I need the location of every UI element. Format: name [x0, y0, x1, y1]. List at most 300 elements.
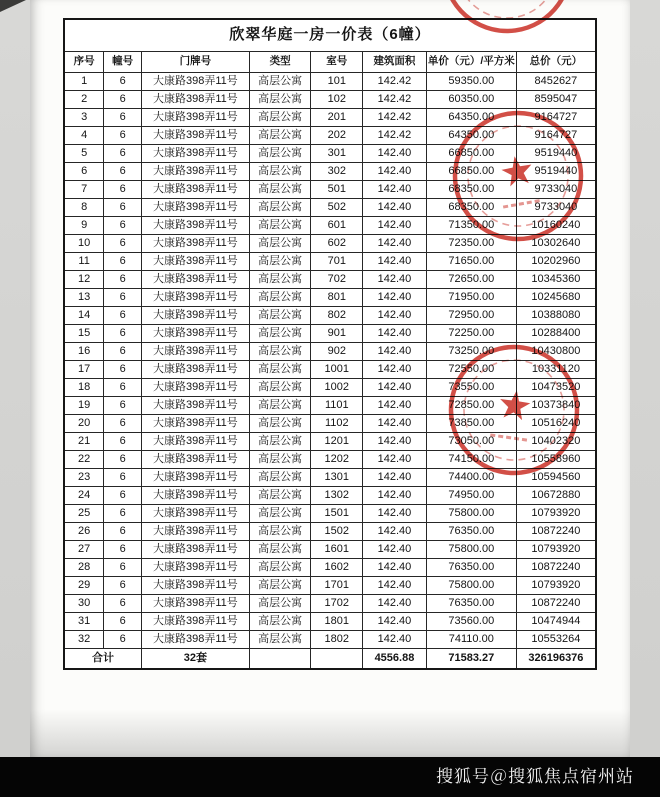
table-cell: 高层公寓 [249, 522, 311, 540]
table-row [64, 576, 596, 594]
table-cell: 1502 [311, 522, 363, 540]
table-row [64, 108, 596, 126]
table-cell: 高层公寓 [249, 576, 311, 594]
table-cell: 10558960 [516, 450, 596, 468]
table-cell: 大康路398弄11号 [142, 90, 250, 108]
table-cell: 71950.00 [426, 288, 516, 306]
table-cell: 6 [104, 72, 142, 90]
table-cell: 72250.00 [426, 324, 516, 342]
table-cell: 大康路398弄11号 [142, 216, 250, 234]
table-cell: 6 [104, 396, 142, 414]
table-cell: 10872240 [516, 558, 596, 576]
table-row [64, 270, 596, 288]
table-cell: 高层公寓 [249, 540, 311, 558]
table-cell: 73050.00 [426, 432, 516, 450]
table-cell: 30 [64, 594, 104, 612]
table-cell: 8452627 [516, 72, 596, 90]
table-cell: 10793920 [516, 576, 596, 594]
table-row [64, 450, 596, 468]
table-cell: 3 [64, 108, 104, 126]
table-cell: 高层公寓 [249, 486, 311, 504]
table-cell: 31 [64, 612, 104, 630]
table-cell: 142.40 [363, 342, 427, 360]
table-cell: 15 [64, 324, 104, 342]
table-cell: 73550.00 [426, 378, 516, 396]
table-cell: 高层公寓 [249, 288, 311, 306]
table-cell: 8595047 [516, 90, 596, 108]
table-cell: 142.40 [363, 198, 427, 216]
table-cell: 142.40 [363, 396, 427, 414]
table-cell: 大康路398弄11号 [142, 450, 250, 468]
table-cell: 高层公寓 [249, 90, 311, 108]
table-cell: 142.40 [363, 594, 427, 612]
table-cell: 32 [64, 630, 104, 648]
table-cell: 高层公寓 [249, 396, 311, 414]
table-row [64, 198, 596, 216]
table-cell: 1101 [311, 396, 363, 414]
table-cell: 9519440 [516, 162, 596, 180]
table-cell: 大康路398弄11号 [142, 540, 250, 558]
table-cell: 6 [104, 162, 142, 180]
table-cell: 28 [64, 558, 104, 576]
table-cell: 大康路398弄11号 [142, 396, 250, 414]
table-cell: 6 [104, 252, 142, 270]
table-cell: 142.40 [363, 324, 427, 342]
table-cell: 72950.00 [426, 306, 516, 324]
table-cell: 大康路398弄11号 [142, 288, 250, 306]
table-row [64, 468, 596, 486]
table-row [64, 234, 596, 252]
table-cell: 高层公寓 [249, 612, 311, 630]
table-cell: 大康路398弄11号 [142, 522, 250, 540]
table-cell: 73850.00 [426, 414, 516, 432]
table-cell: 1102 [311, 414, 363, 432]
table-cell: 高层公寓 [249, 360, 311, 378]
table-row [64, 252, 596, 270]
table-cell: 高层公寓 [249, 216, 311, 234]
table-row [64, 558, 596, 576]
table-cell: 10474944 [516, 612, 596, 630]
table-cell: 142.42 [363, 90, 427, 108]
table-cell: 6 [104, 108, 142, 126]
table-cell: 1601 [311, 540, 363, 558]
table-cell: 大康路398弄11号 [142, 594, 250, 612]
table-cell: 9 [64, 216, 104, 234]
table-cell: 高层公寓 [249, 126, 311, 144]
table-cell: 4 [64, 126, 104, 144]
table-cell: 高层公寓 [249, 144, 311, 162]
table-cell: 1302 [311, 486, 363, 504]
table-cell: 1001 [311, 360, 363, 378]
table-cell: 大康路398弄11号 [142, 270, 250, 288]
table-cell: 大康路398弄11号 [142, 612, 250, 630]
table-cell: 6 [104, 630, 142, 648]
table-cell: 301 [311, 144, 363, 162]
table-cell: 高层公寓 [249, 180, 311, 198]
table-cell: 大康路398弄11号 [142, 108, 250, 126]
table-cell: 1501 [311, 504, 363, 522]
table-cell: 8 [64, 198, 104, 216]
table-cell: 6 [104, 306, 142, 324]
table-cell: 19 [64, 396, 104, 414]
column-header: 门牌号 [142, 51, 250, 72]
table-cell: 6 [104, 486, 142, 504]
table-cell: 高层公寓 [249, 468, 311, 486]
table-cell: 10672880 [516, 486, 596, 504]
table-cell: 1301 [311, 468, 363, 486]
table-cell: 5 [64, 144, 104, 162]
page-title: 欣翠华庭一房一价表（6幢） [64, 19, 596, 51]
table-cell: 1802 [311, 630, 363, 648]
table-cell: 10202960 [516, 252, 596, 270]
table-cell: 202 [311, 126, 363, 144]
table-cell: 高层公寓 [249, 342, 311, 360]
table-cell: 高层公寓 [249, 324, 311, 342]
table-cell: 142.42 [363, 72, 427, 90]
table-cell: 9519440 [516, 144, 596, 162]
table-cell: 802 [311, 306, 363, 324]
table-cell: 大康路398弄11号 [142, 72, 250, 90]
table-cell: 大康路398弄11号 [142, 504, 250, 522]
table-cell: 大康路398弄11号 [142, 630, 250, 648]
table-cell: 大康路398弄11号 [142, 432, 250, 450]
table-cell: 142.42 [363, 108, 427, 126]
table-cell: 6 [104, 540, 142, 558]
table-cell: 6 [104, 198, 142, 216]
table-cell: 76350.00 [426, 558, 516, 576]
table-cell: 6 [104, 378, 142, 396]
table-cell: 6 [104, 144, 142, 162]
table-cell: 大康路398弄11号 [142, 342, 250, 360]
table-cell: 17 [64, 360, 104, 378]
table-row [64, 180, 596, 198]
total-units: 32套 [142, 648, 250, 669]
table-cell: 大康路398弄11号 [142, 468, 250, 486]
table-total-row [64, 648, 596, 669]
table-cell: 59350.00 [426, 72, 516, 90]
table-cell: 大康路398弄11号 [142, 234, 250, 252]
table-cell: 142.40 [363, 144, 427, 162]
table-row [64, 522, 596, 540]
table-cell: 10345360 [516, 270, 596, 288]
table-row [64, 162, 596, 180]
table-cell: 72350.00 [426, 234, 516, 252]
total-empty [311, 648, 363, 669]
table-cell: 501 [311, 180, 363, 198]
table-cell: 大康路398弄11号 [142, 360, 250, 378]
table-cell: 6 [104, 360, 142, 378]
table-cell: 大康路398弄11号 [142, 126, 250, 144]
column-header: 序号 [64, 51, 104, 72]
table-cell: 74950.00 [426, 486, 516, 504]
table-row [64, 90, 596, 108]
table-cell: 13 [64, 288, 104, 306]
table-cell: 6 [64, 162, 104, 180]
table-cell: 74400.00 [426, 468, 516, 486]
table-cell: 大康路398弄11号 [142, 414, 250, 432]
table-cell: 74150.00 [426, 450, 516, 468]
table-cell: 64350.00 [426, 108, 516, 126]
table-cell: 1602 [311, 558, 363, 576]
table-cell: 142.40 [363, 612, 427, 630]
total-label: 合计 [64, 648, 142, 669]
table-row [64, 414, 596, 432]
table-cell: 大康路398弄11号 [142, 486, 250, 504]
table-cell: 6 [104, 90, 142, 108]
table-cell: 142.40 [363, 432, 427, 450]
price-table [63, 18, 597, 670]
table-cell: 16 [64, 342, 104, 360]
table-cell: 142.42 [363, 126, 427, 144]
table-cell: 高层公寓 [249, 378, 311, 396]
column-header: 单价（元）/平方米 [426, 51, 516, 72]
table-row [64, 396, 596, 414]
table-cell: 10302640 [516, 234, 596, 252]
table-cell: 302 [311, 162, 363, 180]
table-cell: 2 [64, 90, 104, 108]
table-cell: 142.40 [363, 540, 427, 558]
table-cell: 25 [64, 504, 104, 522]
table-cell: 901 [311, 324, 363, 342]
table-cell: 10872240 [516, 594, 596, 612]
table-cell: 6 [104, 288, 142, 306]
table-cell: 201 [311, 108, 363, 126]
table-cell: 9733040 [516, 180, 596, 198]
table-cell: 21 [64, 432, 104, 450]
total-avg-unit-price: 71583.27 [426, 648, 516, 669]
table-row [64, 126, 596, 144]
table-cell: 10373840 [516, 396, 596, 414]
table-cell: 71350.00 [426, 216, 516, 234]
table-row [64, 612, 596, 630]
table-cell: 142.40 [363, 270, 427, 288]
table-cell: 6 [104, 612, 142, 630]
table-cell: 24 [64, 486, 104, 504]
table-cell: 6 [104, 324, 142, 342]
table-cell: 大康路398弄11号 [142, 180, 250, 198]
table-cell: 601 [311, 216, 363, 234]
column-header: 幢号 [104, 51, 142, 72]
table-cell: 74110.00 [426, 630, 516, 648]
table-cell: 23 [64, 468, 104, 486]
table-cell: 1701 [311, 576, 363, 594]
table-row [64, 324, 596, 342]
table-cell: 29 [64, 576, 104, 594]
table-row [64, 342, 596, 360]
table-header-row [64, 51, 596, 72]
watermark-text: 搜狐号＠搜狐焦点宿州站 [436, 767, 634, 786]
table-cell: 68350.00 [426, 180, 516, 198]
table-cell: 6 [104, 594, 142, 612]
table-cell: 高层公寓 [249, 414, 311, 432]
table-cell: 702 [311, 270, 363, 288]
table-cell: 6 [104, 522, 142, 540]
column-header: 总价（元） [516, 51, 596, 72]
total-area: 4556.88 [363, 648, 427, 669]
table-cell: 高层公寓 [249, 450, 311, 468]
table-cell: 高层公寓 [249, 108, 311, 126]
table-cell: 142.40 [363, 630, 427, 648]
table-row [64, 72, 596, 90]
column-header: 类型 [249, 51, 311, 72]
table-cell: 142.40 [363, 576, 427, 594]
table-cell: 大康路398弄11号 [142, 558, 250, 576]
table-cell: 102 [311, 90, 363, 108]
column-header: 建筑面积 [363, 51, 427, 72]
table-cell: 10331120 [516, 360, 596, 378]
table-cell: 高层公寓 [249, 162, 311, 180]
table-row [64, 594, 596, 612]
table-cell: 20 [64, 414, 104, 432]
table-cell: 大康路398弄11号 [142, 198, 250, 216]
table-cell: 902 [311, 342, 363, 360]
table-cell: 10288400 [516, 324, 596, 342]
table-cell: 11 [64, 252, 104, 270]
table-cell: 142.40 [363, 414, 427, 432]
table-cell: 6 [104, 432, 142, 450]
table-cell: 高层公寓 [249, 558, 311, 576]
photo-corner-artifact [0, 0, 26, 12]
table-row [64, 288, 596, 306]
table-cell: 75800.00 [426, 540, 516, 558]
table-cell: 10793920 [516, 504, 596, 522]
table-cell: 6 [104, 126, 142, 144]
table-cell: 高层公寓 [249, 306, 311, 324]
table-cell: 502 [311, 198, 363, 216]
table-cell: 60350.00 [426, 90, 516, 108]
table-cell: 大康路398弄11号 [142, 162, 250, 180]
table-title-row [64, 19, 596, 51]
table-cell: 27 [64, 540, 104, 558]
table-cell: 68350.00 [426, 198, 516, 216]
table-cell: 6 [104, 216, 142, 234]
table-row [64, 504, 596, 522]
table-cell: 10430800 [516, 342, 596, 360]
table-row [64, 378, 596, 396]
table-cell: 大康路398弄11号 [142, 576, 250, 594]
table-cell: 10553264 [516, 630, 596, 648]
table-cell: 大康路398弄11号 [142, 378, 250, 396]
table-cell: 66850.00 [426, 162, 516, 180]
table-cell: 10388080 [516, 306, 596, 324]
table-cell: 14 [64, 306, 104, 324]
table-cell: 71650.00 [426, 252, 516, 270]
table-row [64, 540, 596, 558]
table-cell: 大康路398弄11号 [142, 306, 250, 324]
table-cell: 76350.00 [426, 522, 516, 540]
table-cell: 大康路398弄11号 [142, 252, 250, 270]
document-paper [30, 0, 630, 757]
table-cell: 9164727 [516, 108, 596, 126]
table-cell: 142.40 [363, 378, 427, 396]
table-cell: 1702 [311, 594, 363, 612]
table-cell: 高层公寓 [249, 234, 311, 252]
table-cell: 142.40 [363, 504, 427, 522]
table-cell: 10872240 [516, 522, 596, 540]
table-cell: 1202 [311, 450, 363, 468]
table-cell: 22 [64, 450, 104, 468]
table-cell: 6 [104, 558, 142, 576]
table-cell: 9164727 [516, 126, 596, 144]
table-cell: 6 [104, 504, 142, 522]
table-row [64, 144, 596, 162]
table-cell: 6 [104, 180, 142, 198]
table-cell: 18 [64, 378, 104, 396]
total-empty [249, 648, 311, 669]
table-cell: 73250.00 [426, 342, 516, 360]
table-cell: 142.40 [363, 234, 427, 252]
table-row [64, 630, 596, 648]
table-cell: 66850.00 [426, 144, 516, 162]
table-cell: 142.40 [363, 216, 427, 234]
table-cell: 142.40 [363, 468, 427, 486]
table-cell: 72850.00 [426, 396, 516, 414]
table-cell: 10516240 [516, 414, 596, 432]
table-cell: 6 [104, 234, 142, 252]
table-cell: 142.40 [363, 288, 427, 306]
table-cell: 7 [64, 180, 104, 198]
table-cell: 142.40 [363, 252, 427, 270]
table-cell: 73560.00 [426, 612, 516, 630]
table-cell: 大康路398弄11号 [142, 144, 250, 162]
table-body [64, 72, 596, 648]
table-cell: 6 [104, 576, 142, 594]
table-row [64, 306, 596, 324]
table-cell: 大康路398弄11号 [142, 324, 250, 342]
table-cell: 72550.00 [426, 360, 516, 378]
table-cell: 6 [104, 450, 142, 468]
table-cell: 高层公寓 [249, 270, 311, 288]
table-cell: 高层公寓 [249, 630, 311, 648]
table-cell: 142.40 [363, 162, 427, 180]
table-cell: 12 [64, 270, 104, 288]
table-cell: 101 [311, 72, 363, 90]
table-cell: 6 [104, 414, 142, 432]
table-cell: 801 [311, 288, 363, 306]
table-cell: 10594560 [516, 468, 596, 486]
table-cell: 142.40 [363, 450, 427, 468]
table-row [64, 486, 596, 504]
table-cell: 142.40 [363, 486, 427, 504]
watermark-bar [0, 757, 660, 797]
table-cell: 高层公寓 [249, 252, 311, 270]
table-cell: 26 [64, 522, 104, 540]
table-cell: 高层公寓 [249, 504, 311, 522]
table-row [64, 360, 596, 378]
table-cell: 10 [64, 234, 104, 252]
table-cell: 1801 [311, 612, 363, 630]
table-row [64, 432, 596, 450]
table-cell: 142.40 [363, 306, 427, 324]
table-cell: 10160240 [516, 216, 596, 234]
table-cell: 10473520 [516, 378, 596, 396]
table-cell: 142.40 [363, 522, 427, 540]
table-cell: 高层公寓 [249, 594, 311, 612]
table-cell: 1 [64, 72, 104, 90]
table-cell: 6 [104, 468, 142, 486]
table-cell: 高层公寓 [249, 198, 311, 216]
table-cell: 142.40 [363, 558, 427, 576]
table-cell: 高层公寓 [249, 432, 311, 450]
table-cell: 142.40 [363, 180, 427, 198]
table-cell: 76350.00 [426, 594, 516, 612]
table-cell: 72650.00 [426, 270, 516, 288]
table-cell: 高层公寓 [249, 72, 311, 90]
total-grand: 326196376 [516, 648, 596, 669]
table-cell: 6 [104, 342, 142, 360]
table-cell: 1201 [311, 432, 363, 450]
column-header: 室号 [311, 51, 363, 72]
